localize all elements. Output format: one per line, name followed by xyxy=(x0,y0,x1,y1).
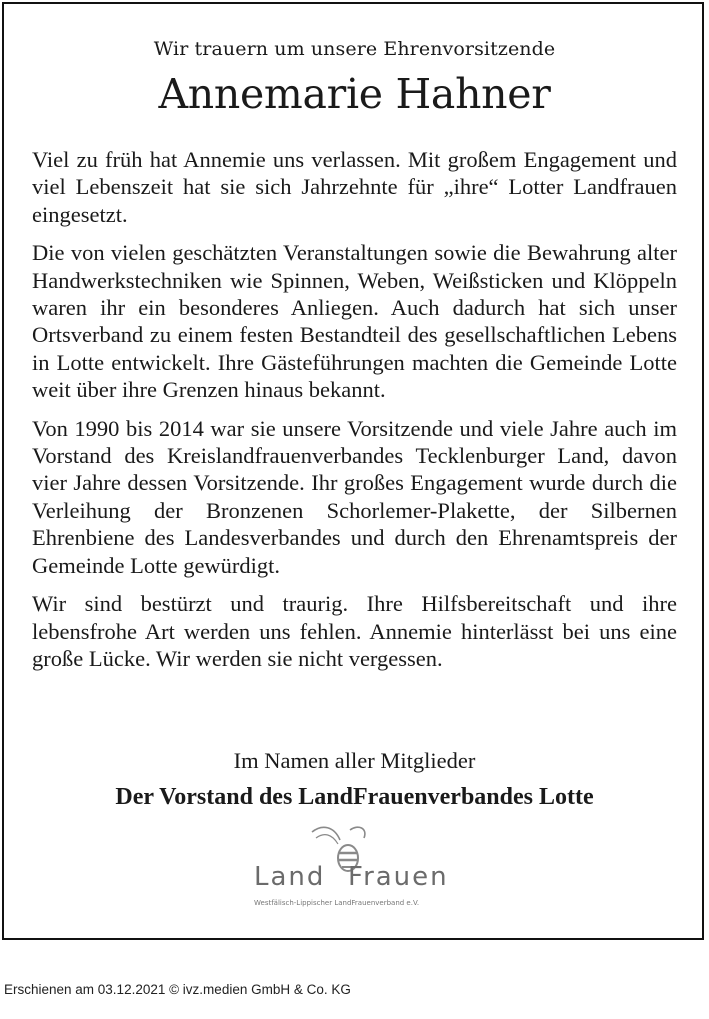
signatory-board: Der Vorstand des LandFrauenverbandes Lotte xyxy=(115,784,594,810)
logo-word-land: Land xyxy=(254,862,326,892)
notice-paragraph: Die von vielen geschätzten Veranstaltungen sowie die Bewahrung alter Handwerkstechniken wie Spinnen, Weben, Weißsticken und Klöppeln waren ihr ein besonderes Anliegen. Auch dadurch hat sich unser Ortsverband zu einem festen Bestandteil des gesellschaftlichen Lebens in Lotte entwickelt. Ihre Gästeführungen machten die Gemeinde Lotte weit über ihre Grenzen hinaus bekannt. xyxy=(32,240,677,403)
deceased-name: Annemarie Hahner xyxy=(158,70,551,118)
logo-subtitle: Westfälisch-Lippischer LandFrauenverband e.V. xyxy=(254,899,420,907)
notice-paragraph: Von 1990 bis 2014 war sie unsere Vorsitzende und viele Jahre auch im Vorstand des Kreislandfrauenverbandes Tecklenburger Land, davon vier Jahre dessen Vorsitzende. Ihr großes Engagement wurde durch die Verleihung der Bronzenen Schorlemer-Plakette, der Silbernen Ehrenbiene des Landesverbandes und durch den Ehrenamtspreis der Gemeinde Lotte gewürdigt. xyxy=(32,415,677,578)
notice-body xyxy=(32,146,677,683)
notice-intro: Wir trauern um unsere Ehrenvorsitzende xyxy=(153,38,556,60)
landfrauen-logo xyxy=(250,824,460,914)
publication-credit: Erschienen am 03.12.2021 © ivz.medien GmbH & Co. KG xyxy=(4,982,351,997)
logo-word-frauen: Frauen xyxy=(348,862,449,892)
notice-paragraph: Wir sind bestürzt und traurig. Ihre Hilfsbereitschaft und ihre lebensfrohe Art werden uns fehlen. Annemie hinterlässt bei uns eine große Lücke. Wir werden sie nicht vergessen. xyxy=(32,591,677,671)
notice-paragraph: Viel zu früh hat Annemie uns verlassen. Mit großem Engagement und viel Lebenszeit hat sie sich Jahrzehnte für „ihre“ Lotter Landfrauen eingesetzt. xyxy=(32,147,677,227)
signoff-line: Im Namen aller Mitglieder xyxy=(233,748,476,773)
